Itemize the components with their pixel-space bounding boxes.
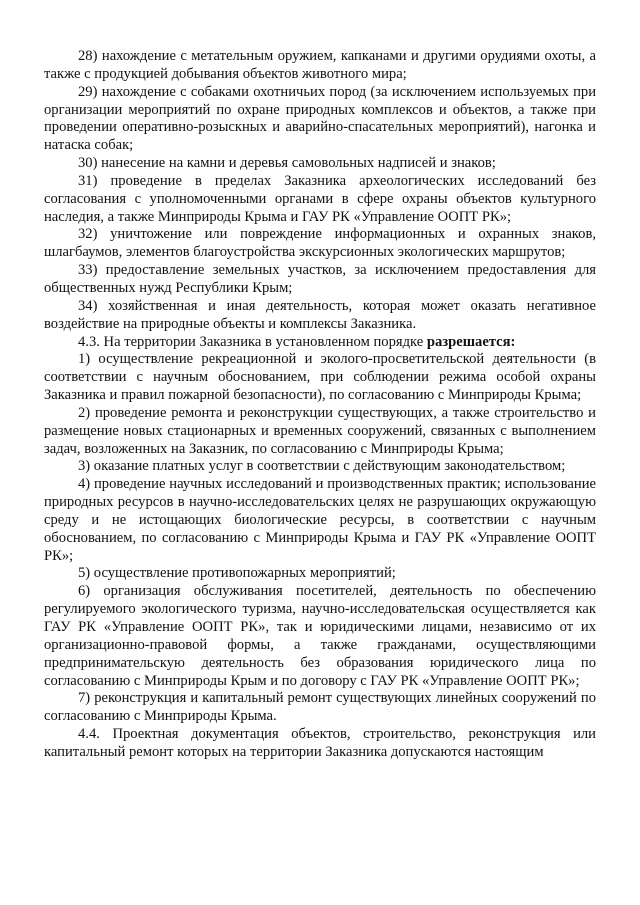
- allowed-item-5: 5) осуществление противопожарных мероприятий;: [78, 565, 396, 582]
- section-4-3-lead: 4.3. На территории Заказника в установленном порядке: [78, 333, 427, 350]
- document-body: [44, 48, 596, 762]
- paragraph-item-33: 33) предоставление земельных участков, за исключением предоставления для общественных нужд Республики Крым;: [44, 262, 596, 296]
- section-4-3-bold: разрешается:: [426, 333, 516, 350]
- paragraph-item-31: 31) проведение в пределах Заказника археологических исследований без согласования с уполномоченными органами в сфере охраны объектов культурного наследия, а также Минприроды Крыма и ГАУ РК «Управление ООПТ РК»;: [44, 172, 596, 225]
- allowed-item-7: 7) реконструкция и капитальный ремонт существующих линейных сооружений по согласованию с Минприроды Крыма.: [44, 690, 596, 725]
- paragraph-item-28: 28) нахождение с метательным оружием, капканами и другими орудиями охоты, а также с продукцией добывания объектов животного мира;: [44, 48, 596, 82]
- allowed-item-4: 4) проведение научных исследований и производственных практик; использование природных ресурсов в научно-исследовательских целях не разрушающих окружающую среду и не истощающих биологические ресурсы, в соответствии с научным обоснованием, по согласованию с Минприроды Крыма и ГАУ РК «Управление ООПТ РК»;: [44, 476, 596, 564]
- allowed-item-3: 3) оказание платных услуг в соответствии с действующим законодательством;: [78, 458, 566, 475]
- allowed-item-1: 1) осуществление рекреационной и эколого-просветительской деятельности (в соответствии с научным обоснованием, при соблюдении режима особой охраны Заказника и правил пожарной безопасности), по согласованию с Минприроды Крыма;: [44, 351, 596, 404]
- allowed-item-6: 6) организация обслуживания посетителей, деятельность по обеспечению регулируемого экологического туризма, научно-исследовательская осуществляется как ГАУ РК «Управление ООПТ РК», так и юридическими лицами, независимо от их организационно-правовой формы, а также гражданами, осуществляющими предпринимательскую деятельность без образования юридического лица по согласованию с Минприроды Крым и по договору с ГАУ РК «Управление ООПТ РК»;: [44, 583, 596, 689]
- section-4-4-paragraph: 4.4. Проектная документация объектов, строительство, реконструкция или капитальный ремонт которых на территории Заказника допускаются настоящим: [44, 726, 596, 760]
- paragraph-item-29: 29) нахождение с собаками охотничьих пород (за исключением используемых при организации мероприятий по охране природных комплексов и объектов, а также при проведении оперативно-розыскных и аварийно-спасательных мероприятий), нагонка и натаска собак;: [44, 83, 596, 154]
- paragraph-item-30: 30) нанесение на камни и деревья самовольных надписей и знаков;: [78, 155, 496, 172]
- paragraph-item-34: 34) хозяйственная и иная деятельность, которая может оказать негативное воздействие на природные объекты и комплексы Заказника.: [44, 297, 596, 332]
- allowed-item-2: 2) проведение ремонта и реконструкции существующих, а также строительство и размещение новых стационарных и временных сооружений, связанных с выполнением задач, возложенных на Заказник, по согласованию с Минприроды Крыма;: [44, 404, 596, 457]
- paragraph-item-32: 32) уничтожение или повреждение информационных и охранных знаков, шлагбаумов, элементов благоустройства экскурсионных экологических маршрутов;: [44, 226, 596, 261]
- section-4-3-heading: [44, 334, 596, 352]
